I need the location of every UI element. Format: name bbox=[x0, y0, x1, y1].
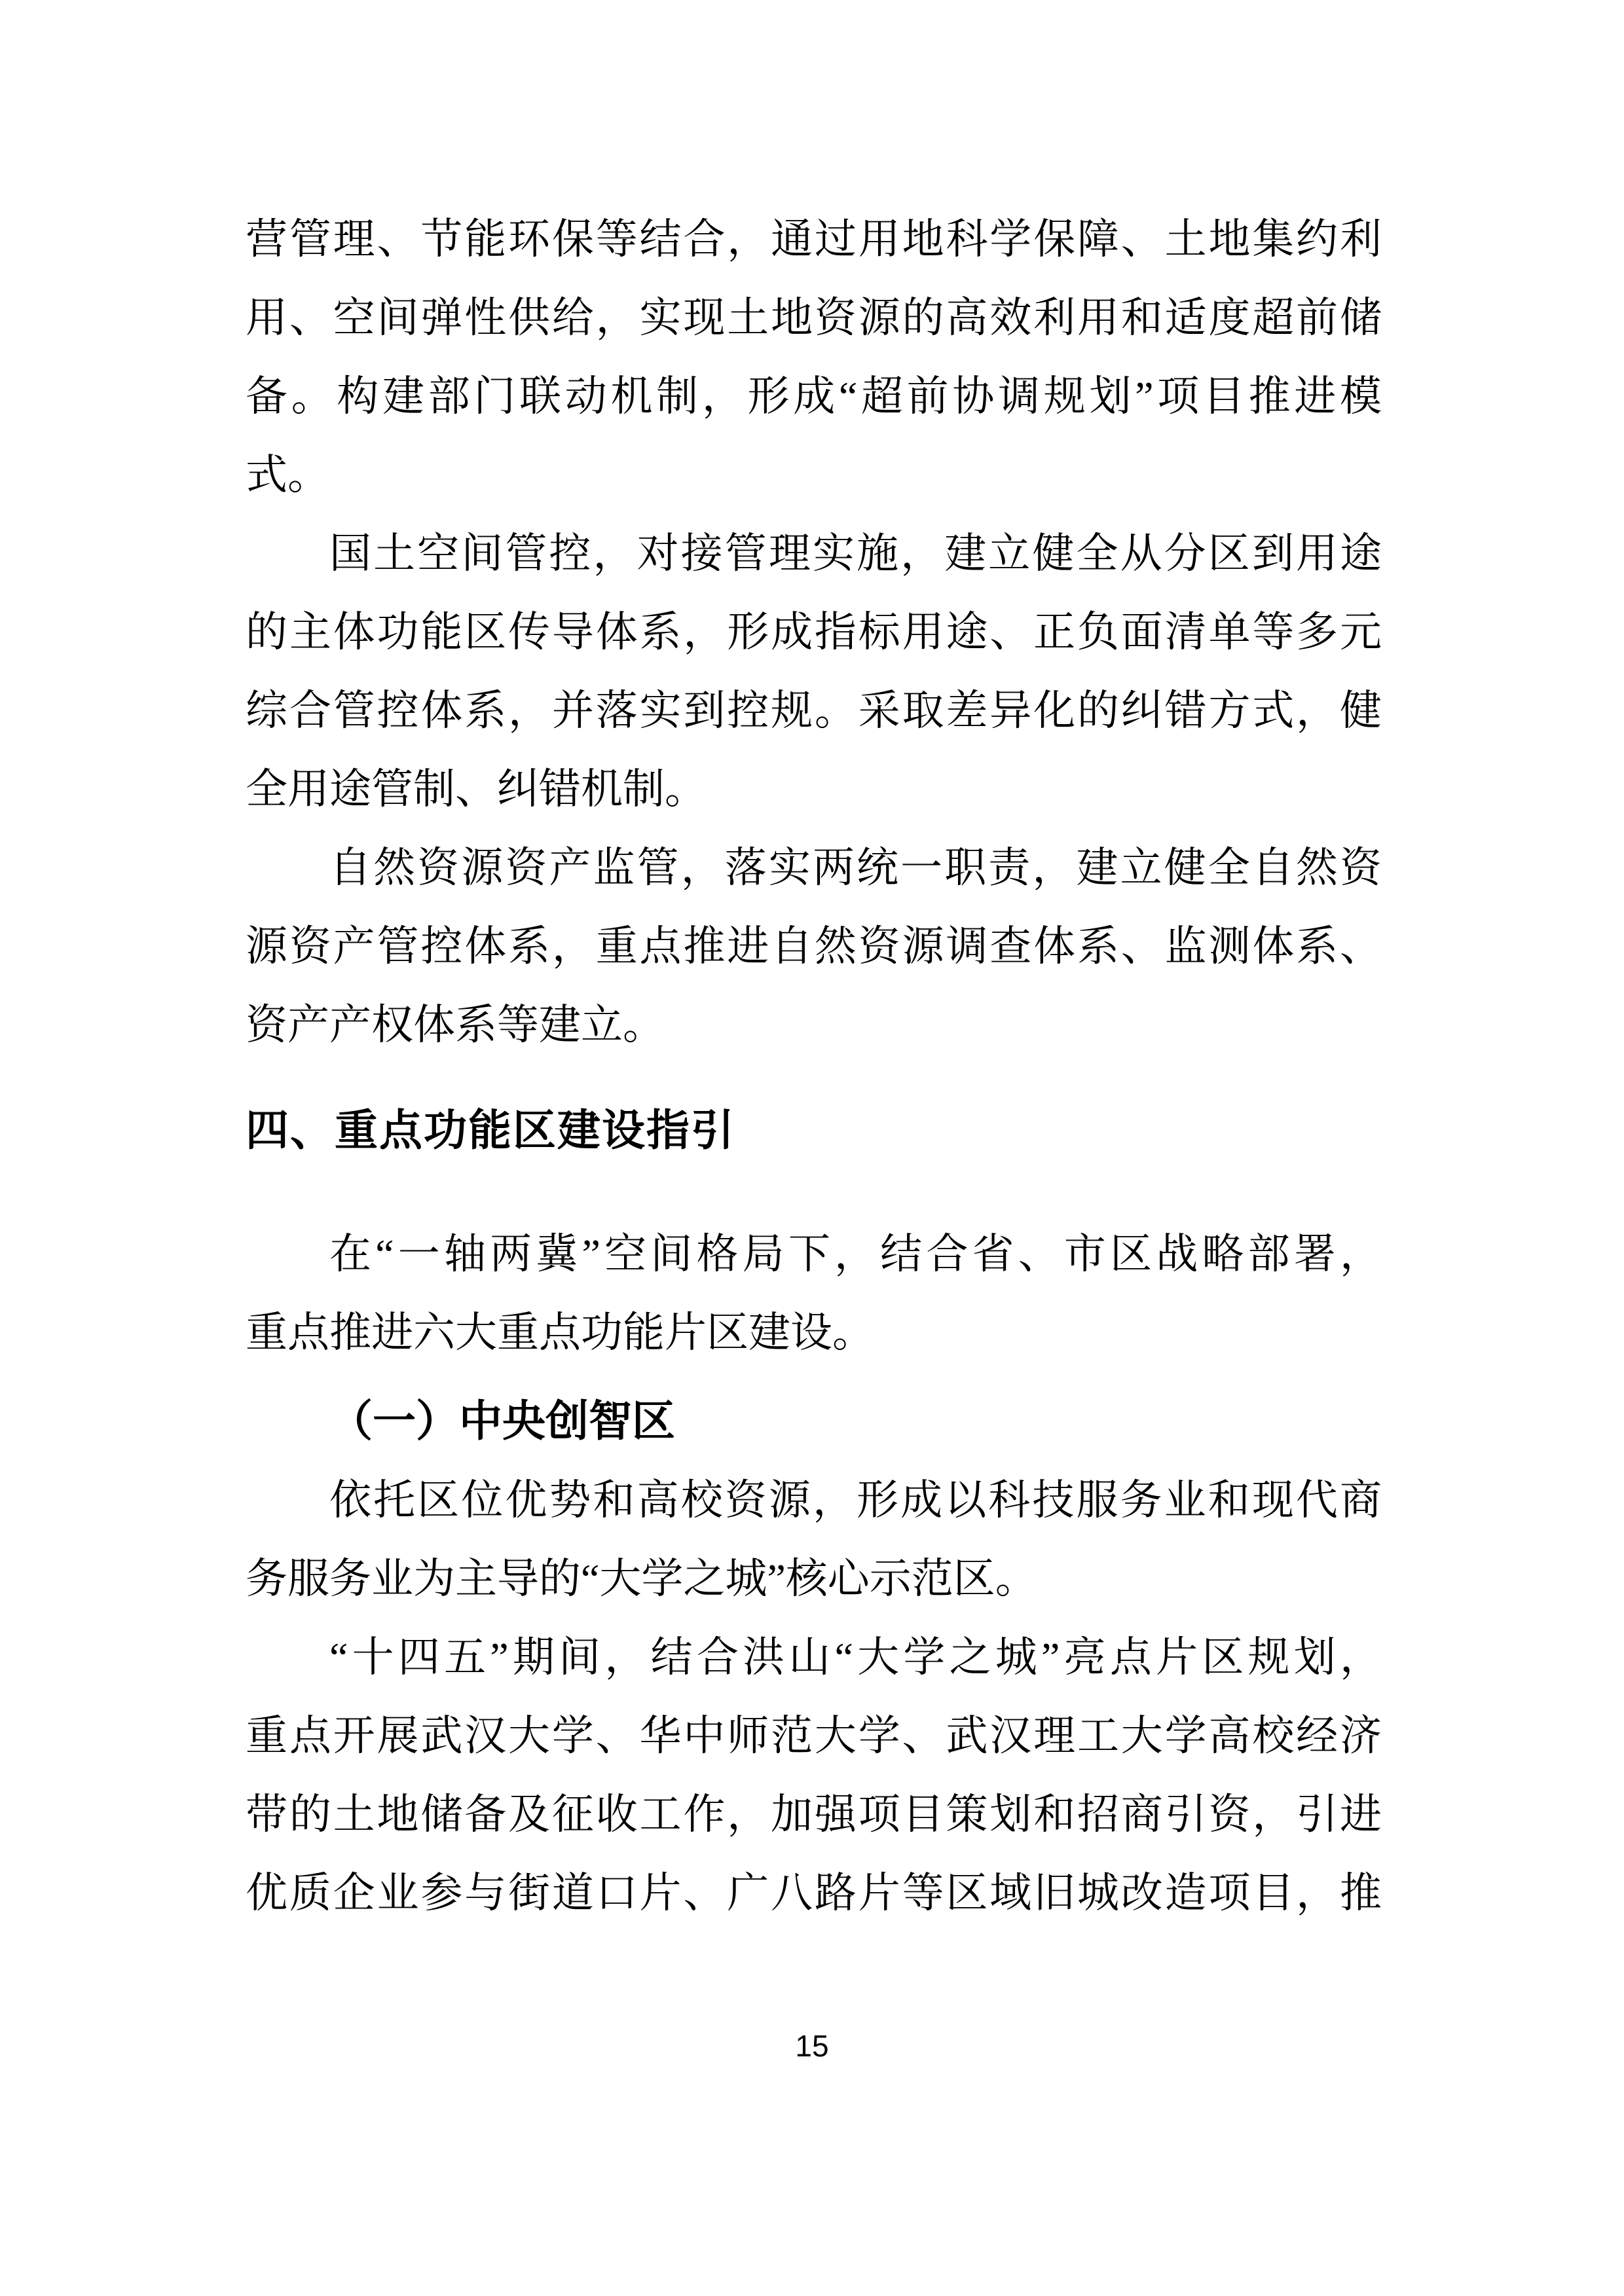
text-line: 带的土地储备及征收工作，加强项目策划和招商引资，引进 bbox=[246, 1791, 1382, 1838]
text-line: 国土空间管控，对接管理实施，建立健全从分区到用途 bbox=[329, 530, 1382, 577]
text-line: 自然资源资产监管，落实两统一职责，建立健全自然资 bbox=[329, 845, 1382, 891]
text-line: 在“一轴两冀”空间格局下，结合省、市区战略部署， bbox=[329, 1231, 1382, 1277]
section-heading: 四、重点功能区建设指引 bbox=[246, 1106, 735, 1154]
text-line: 优质企业参与街道口片、广八路片等区域旧城改造项目，推 bbox=[246, 1870, 1382, 1916]
text-line: 式。 bbox=[246, 452, 329, 498]
paragraph-continued bbox=[246, 200, 1382, 515]
paragraph bbox=[246, 1461, 1382, 1618]
paragraph bbox=[246, 1618, 1382, 1933]
text-line: 重点推进六大重点功能片区建设。 bbox=[246, 1309, 874, 1356]
text-line: 务服务业为主导的“大学之城”核心示范区。 bbox=[246, 1556, 1037, 1602]
subsection-heading: （一）中央创智区 bbox=[329, 1398, 675, 1446]
paragraph bbox=[246, 829, 1382, 1065]
text-line: 重点开展武汉大学、华中师范大学、武汉理工大学高校经济 bbox=[246, 1713, 1382, 1759]
text-line: 用、空间弹性供给，实现土地资源的高效利用和适度超前储 bbox=[246, 295, 1382, 341]
paragraph bbox=[246, 515, 1382, 829]
text-line: 依托区位优势和高校资源，形成以科技服务业和现代商 bbox=[329, 1477, 1382, 1523]
text-line: 源资产管控体系，重点推进自然资源调查体系、监测体系、 bbox=[246, 923, 1382, 970]
paragraph bbox=[246, 1215, 1382, 1372]
text-line: 资产产权体系等建立。 bbox=[246, 1002, 665, 1048]
text-line: “十四五”期间，结合洪山“大学之城”亮点片区规划， bbox=[329, 1634, 1382, 1681]
text-line: 全用途管制、纠错机制。 bbox=[246, 766, 707, 812]
document-body bbox=[246, 200, 1382, 1933]
text-line: 的主体功能区传导体系，形成指标用途、正负面清单等多元 bbox=[246, 609, 1382, 655]
text-line: 综合管控体系，并落实到控规。采取差异化的纠错方式，健 bbox=[246, 687, 1382, 734]
text-line: 营管理、节能环保等结合，通过用地科学保障、土地集约利 bbox=[246, 216, 1382, 263]
text-line: 备。构建部门联动机制，形成“超前协调规划”项目推进模 bbox=[246, 373, 1382, 420]
page-number: 15 bbox=[795, 2029, 829, 2063]
